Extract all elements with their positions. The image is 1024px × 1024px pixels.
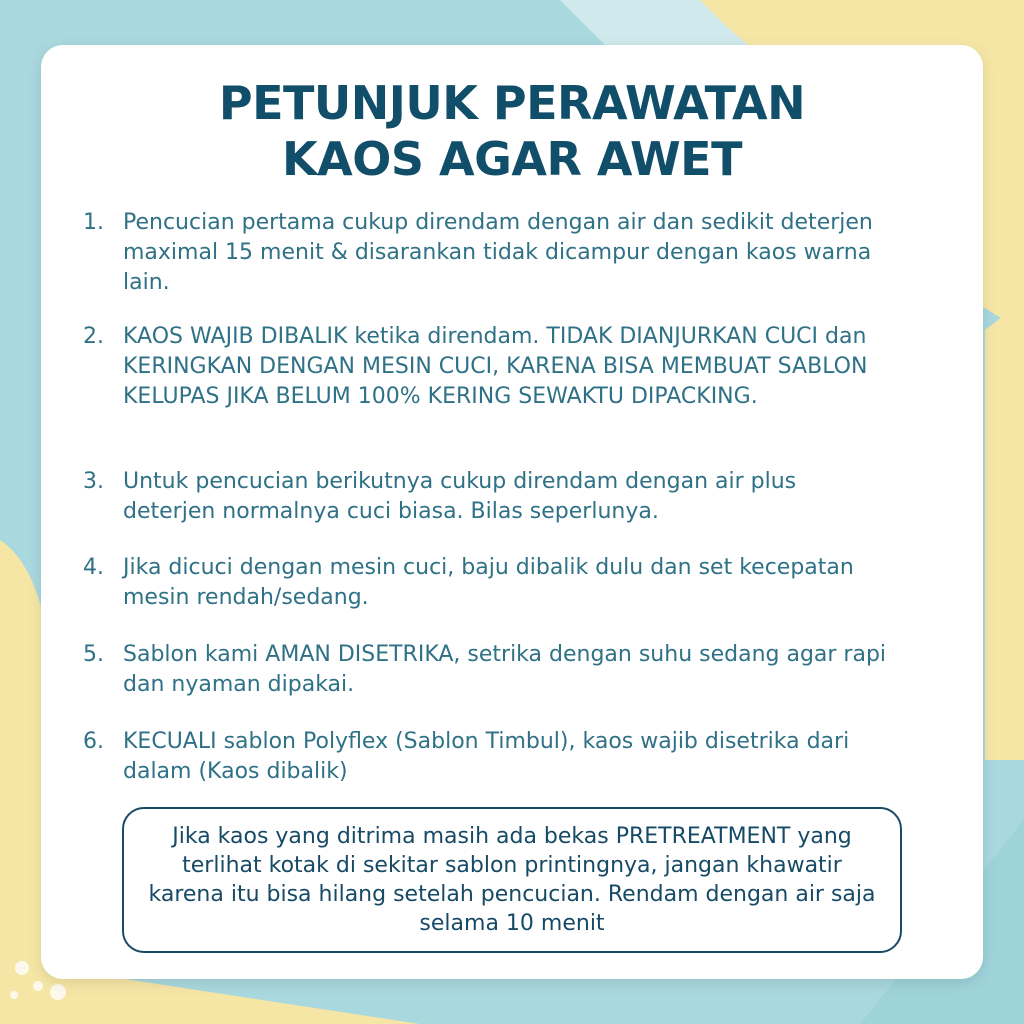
- instruction-text: Pencucian pertama cukup direndam dengan air dan sedikit deterjen maximal 15 menit & disarankan tidak dicampur dengan kaos warna lain.: [123, 210, 873, 295]
- instruction-number: 2.: [83, 324, 104, 349]
- instruction-item-2: [83, 322, 893, 412]
- instruction-item-4: [83, 553, 893, 613]
- pretreatment-notice-box: [122, 807, 902, 953]
- instruction-number: 5.: [83, 642, 104, 667]
- dot-decoration: [33, 981, 43, 991]
- instruction-item-3: [83, 467, 893, 527]
- instruction-text: Sablon kami AMAN DISETRIKA, setrika dengan suhu sedang agar rapi dan nyaman dipakai.: [123, 642, 887, 697]
- care-card: [41, 45, 983, 979]
- dot-decoration: [50, 984, 66, 1000]
- instruction-number: 3.: [83, 469, 104, 494]
- instruction-text: Jika dicuci dengan mesin cuci, baju dibalik dulu dan set kecepatan mesin rendah/sedang.: [123, 555, 854, 610]
- instruction-item-1: [83, 208, 893, 298]
- instruction-item-5: [83, 640, 893, 700]
- instruction-item-6: [83, 727, 893, 787]
- dot-decoration: [10, 991, 18, 999]
- instruction-number: 4.: [83, 555, 104, 580]
- yellow-brush-right: [985, 300, 1024, 760]
- instruction-text: Untuk pencucian berikutnya cukup direndam dengan air plus deterjen normalnya cuci biasa. Bilas seperlunya.: [123, 469, 797, 524]
- title-line-1: PETUNJUK PERAWATAN: [218, 76, 806, 130]
- instruction-number: 1.: [83, 210, 104, 235]
- instruction-text: KECUALI sablon Polyflex (Sablon Timbul), kaos wajib disetrika dari dalam (Kaos dibalik): [123, 729, 850, 784]
- instruction-text: KAOS WAJIB DIBALIK ketika direndam. TIDAK DIANJURKAN CUCI dan KERINGKAN DENGAN MESIN CUCI, KARENA BISA MEMBUAT SABLON KELUPAS JIKA BELUM 100% KERING SEWAKTU DIPACKING.: [123, 324, 868, 409]
- instruction-number: 6.: [83, 729, 104, 754]
- title-line-2: KAOS AGAR AWET: [282, 132, 742, 186]
- dot-decoration: [15, 961, 29, 975]
- notice-text: Jika kaos yang ditrima masih ada bekas PRETREATMENT yang terlihat kotak di sekitar sablon printingnya, jangan khawatir karena itu bisa hilang setelah pencucian. Rendam dengan air saja selama 10 menit: [148, 824, 876, 936]
- page-title: [41, 75, 983, 187]
